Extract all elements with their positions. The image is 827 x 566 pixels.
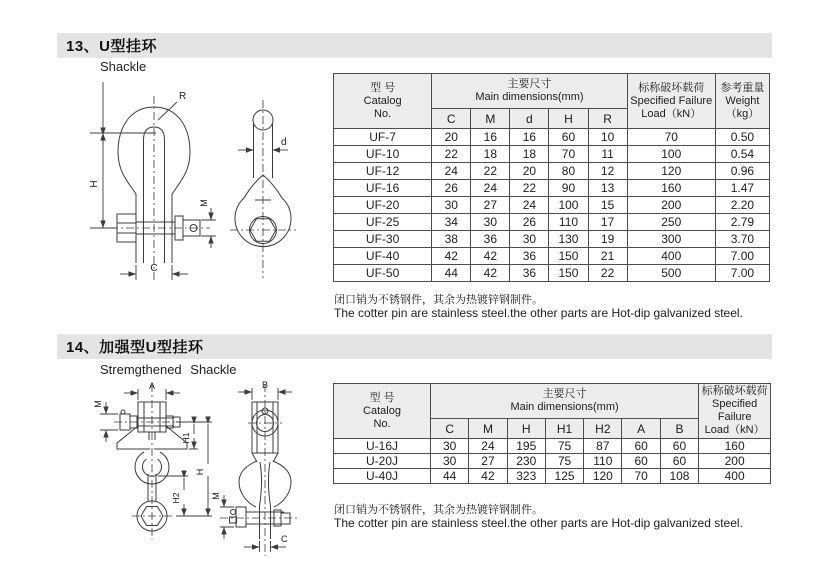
value-cell: 30 xyxy=(431,439,469,454)
value-cell: 150 xyxy=(549,265,588,282)
value-cell: 160 xyxy=(627,180,715,197)
value-cell: 2.20 xyxy=(715,197,769,214)
value-cell: 110 xyxy=(584,454,622,469)
value-cell: 2.79 xyxy=(715,214,769,231)
strengthened-shackle-technical-drawing xyxy=(70,376,340,566)
spec-table xyxy=(333,73,770,282)
value-cell: 42 xyxy=(471,265,510,282)
value-cell: 323 xyxy=(507,469,545,484)
value-cell: 400 xyxy=(699,469,771,484)
value-cell: 108 xyxy=(660,469,698,484)
dim-label-M: M xyxy=(199,199,209,207)
section-13-note-en: The cotter pin are stainless steel.the other parts are Hot-dip galvanized steel. xyxy=(334,306,743,320)
header-cell: 标称破坏载荷 Specified Failure Load（kN） xyxy=(699,384,771,439)
value-cell: 100 xyxy=(627,146,715,163)
value-cell: 12 xyxy=(588,163,627,180)
value-cell: 17 xyxy=(588,214,627,231)
catalog-header-cell: 型 号 Catalog No. xyxy=(334,384,431,439)
dim-column-header: H xyxy=(549,109,588,129)
table-row xyxy=(334,180,770,197)
value-cell: 26 xyxy=(510,214,549,231)
dim-column-header: C xyxy=(432,109,471,129)
dim-label-C: C xyxy=(150,263,158,274)
value-cell: 11 xyxy=(588,146,627,163)
value-cell: 110 xyxy=(549,214,588,231)
value-cell: 21 xyxy=(588,248,627,265)
value-cell: 200 xyxy=(627,197,715,214)
table-row xyxy=(334,439,771,454)
section-14-note-zh: 闭口销为不锈钢件，其余为热镀锌钢制件。 xyxy=(334,504,543,516)
dim-column-header: d xyxy=(510,109,549,129)
dim-column-header: B xyxy=(660,419,698,439)
value-cell: 160 xyxy=(699,439,771,454)
value-cell: 87 xyxy=(584,439,622,454)
strengthened-shackle-spec-table xyxy=(333,383,770,484)
value-cell: 36 xyxy=(510,265,549,282)
value-cell: 30 xyxy=(510,231,549,248)
catalog-header-cell: 型 号 Catalog No. xyxy=(334,74,432,129)
value-cell: 34 xyxy=(432,214,471,231)
table-row xyxy=(334,454,771,469)
table-row xyxy=(334,265,770,282)
value-cell: 7.00 xyxy=(715,265,769,282)
dimension-lines xyxy=(220,388,292,552)
catalog-cell: UF-12 xyxy=(334,163,432,180)
strengthened-shackle-drawing-box xyxy=(70,376,340,566)
header-cell: 参考重量 Weight （kg） xyxy=(715,74,769,129)
section-14-header-bar xyxy=(57,334,772,359)
value-cell: 30 xyxy=(432,197,471,214)
value-cell: 70 xyxy=(549,146,588,163)
value-cell: 22 xyxy=(588,265,627,282)
catalog-cell: U-16J xyxy=(334,439,431,454)
value-cell: 20 xyxy=(432,129,471,146)
value-cell: 44 xyxy=(431,469,469,484)
dim-label-d: d xyxy=(281,137,287,148)
value-cell: 42 xyxy=(471,248,510,265)
header-row xyxy=(334,384,771,419)
catalog-cell: UF-40 xyxy=(334,248,432,265)
dim-label-H: H xyxy=(195,468,205,476)
value-cell: 36 xyxy=(510,248,549,265)
dim-label-H2: H2 xyxy=(171,492,181,504)
section-13-subtitle: Shackle xyxy=(100,59,147,74)
section-13-header-bar xyxy=(57,33,772,58)
value-cell: 230 xyxy=(507,454,545,469)
value-cell: 22 xyxy=(510,180,549,197)
value-cell: 15 xyxy=(588,197,627,214)
value-cell: 3.70 xyxy=(715,231,769,248)
value-cell: 38 xyxy=(432,231,471,248)
table-row xyxy=(334,197,770,214)
value-cell: 42 xyxy=(469,469,507,484)
value-cell: 24 xyxy=(510,197,549,214)
value-cell: 120 xyxy=(584,469,622,484)
value-cell: 500 xyxy=(627,265,715,282)
header-row xyxy=(334,74,770,109)
dimensions-header-cell: 主要尺寸 Main dimensions(mm) xyxy=(431,384,699,419)
catalog-cell: UF-50 xyxy=(334,265,432,282)
table-row xyxy=(334,146,770,163)
dim-label-A: A xyxy=(148,381,156,391)
value-cell: 19 xyxy=(588,231,627,248)
value-cell: 24 xyxy=(469,439,507,454)
strengthened-shackle-side-view xyxy=(230,402,292,539)
shackle-front-view xyxy=(117,107,200,263)
shackle-drawing-box xyxy=(70,82,330,294)
dim-column-header: M xyxy=(469,419,507,439)
value-cell: 60 xyxy=(549,129,588,146)
value-cell: 60 xyxy=(622,454,660,469)
catalog-cell: UF-25 xyxy=(334,214,432,231)
shackle-spec-table xyxy=(333,73,770,282)
dim-column-header: H2 xyxy=(584,419,622,439)
dim-label-R: R xyxy=(179,91,187,102)
table-row xyxy=(334,214,770,231)
value-cell: 0.96 xyxy=(715,163,769,180)
value-cell: 22 xyxy=(432,146,471,163)
catalog-cell: UF-16 xyxy=(334,180,432,197)
dim-column-header: H xyxy=(507,419,545,439)
value-cell: 22 xyxy=(471,163,510,180)
value-cell: 1.47 xyxy=(715,180,769,197)
value-cell: 30 xyxy=(431,454,469,469)
value-cell: 80 xyxy=(549,163,588,180)
value-cell: 125 xyxy=(545,469,583,484)
catalog-cell: U-40J xyxy=(334,469,431,484)
value-cell: 0.54 xyxy=(715,146,769,163)
value-cell: 150 xyxy=(549,248,588,265)
dim-column-header: C xyxy=(431,419,469,439)
value-cell: 26 xyxy=(432,180,471,197)
value-cell: 16 xyxy=(510,129,549,146)
dim-column-header: H1 xyxy=(545,419,583,439)
value-cell: 400 xyxy=(627,248,715,265)
value-cell: 70 xyxy=(627,129,715,146)
catalog-cell: UF-7 xyxy=(334,129,432,146)
dim-column-header: M xyxy=(471,109,510,129)
value-cell: 250 xyxy=(627,214,715,231)
value-cell: 120 xyxy=(627,163,715,180)
value-cell: 36 xyxy=(471,231,510,248)
value-cell: 130 xyxy=(549,231,588,248)
table-row xyxy=(334,129,770,146)
value-cell: 30 xyxy=(471,214,510,231)
section-13-title: 13、U型挂环 xyxy=(66,38,158,55)
spec-table xyxy=(333,383,771,484)
dim-label-H1: H1 xyxy=(181,432,191,444)
value-cell: 75 xyxy=(545,439,583,454)
table-row xyxy=(334,469,771,484)
value-cell: 7.00 xyxy=(715,248,769,265)
value-cell: 20 xyxy=(510,163,549,180)
section-14-subtitle: Stremgthened Shackle xyxy=(100,362,237,377)
shackle-side-view xyxy=(235,110,291,247)
catalog-cell: UF-30 xyxy=(334,231,432,248)
section-13-note-zh: 闭口销为不锈钢件，其余为热镀锌钢制件。 xyxy=(334,294,543,306)
value-cell: 10 xyxy=(588,129,627,146)
table-row xyxy=(334,248,770,265)
catalog-cell: U-20J xyxy=(334,454,431,469)
header-cell: 标称破坏载荷 Specified Failure Load（kN） xyxy=(627,74,715,129)
section-14-title: 14、加强型U型挂环 xyxy=(66,339,204,356)
dim-label-B: B xyxy=(261,380,269,390)
value-cell: 13 xyxy=(588,180,627,197)
value-cell: 70 xyxy=(622,469,660,484)
dim-column-header: R xyxy=(588,109,627,129)
catalog-cell: UF-20 xyxy=(334,197,432,214)
table-row xyxy=(334,231,770,248)
value-cell: 300 xyxy=(627,231,715,248)
value-cell: 24 xyxy=(471,180,510,197)
dim-label-M: M xyxy=(93,400,103,408)
dimensions-header-cell: 主要尺寸 Main dimensions(mm) xyxy=(432,74,627,109)
dim-label-M2: M xyxy=(211,492,221,500)
value-cell: 44 xyxy=(432,265,471,282)
value-cell: 42 xyxy=(432,248,471,265)
shackle-technical-drawing xyxy=(70,82,330,294)
dim-label-C: C xyxy=(281,534,288,544)
value-cell: 16 xyxy=(471,129,510,146)
value-cell: 75 xyxy=(545,454,583,469)
value-cell: 18 xyxy=(510,146,549,163)
dim-column-header: A xyxy=(622,419,660,439)
value-cell: 100 xyxy=(549,197,588,214)
table-row xyxy=(334,163,770,180)
value-cell: 0.50 xyxy=(715,129,769,146)
value-cell: 60 xyxy=(660,454,698,469)
dimension-lines xyxy=(90,82,216,280)
value-cell: 27 xyxy=(471,197,510,214)
section-14-note-en: The cotter pin are stainless steel.the other parts are Hot-dip galvanized steel. xyxy=(334,516,743,530)
value-cell: 195 xyxy=(507,439,545,454)
value-cell: 90 xyxy=(549,180,588,197)
dim-label-H: H xyxy=(89,180,100,188)
value-cell: 60 xyxy=(660,439,698,454)
value-cell: 18 xyxy=(471,146,510,163)
catalog-cell: UF-10 xyxy=(334,146,432,163)
value-cell: 27 xyxy=(469,454,507,469)
value-cell: 200 xyxy=(699,454,771,469)
value-cell: 24 xyxy=(432,163,471,180)
value-cell: 60 xyxy=(622,439,660,454)
